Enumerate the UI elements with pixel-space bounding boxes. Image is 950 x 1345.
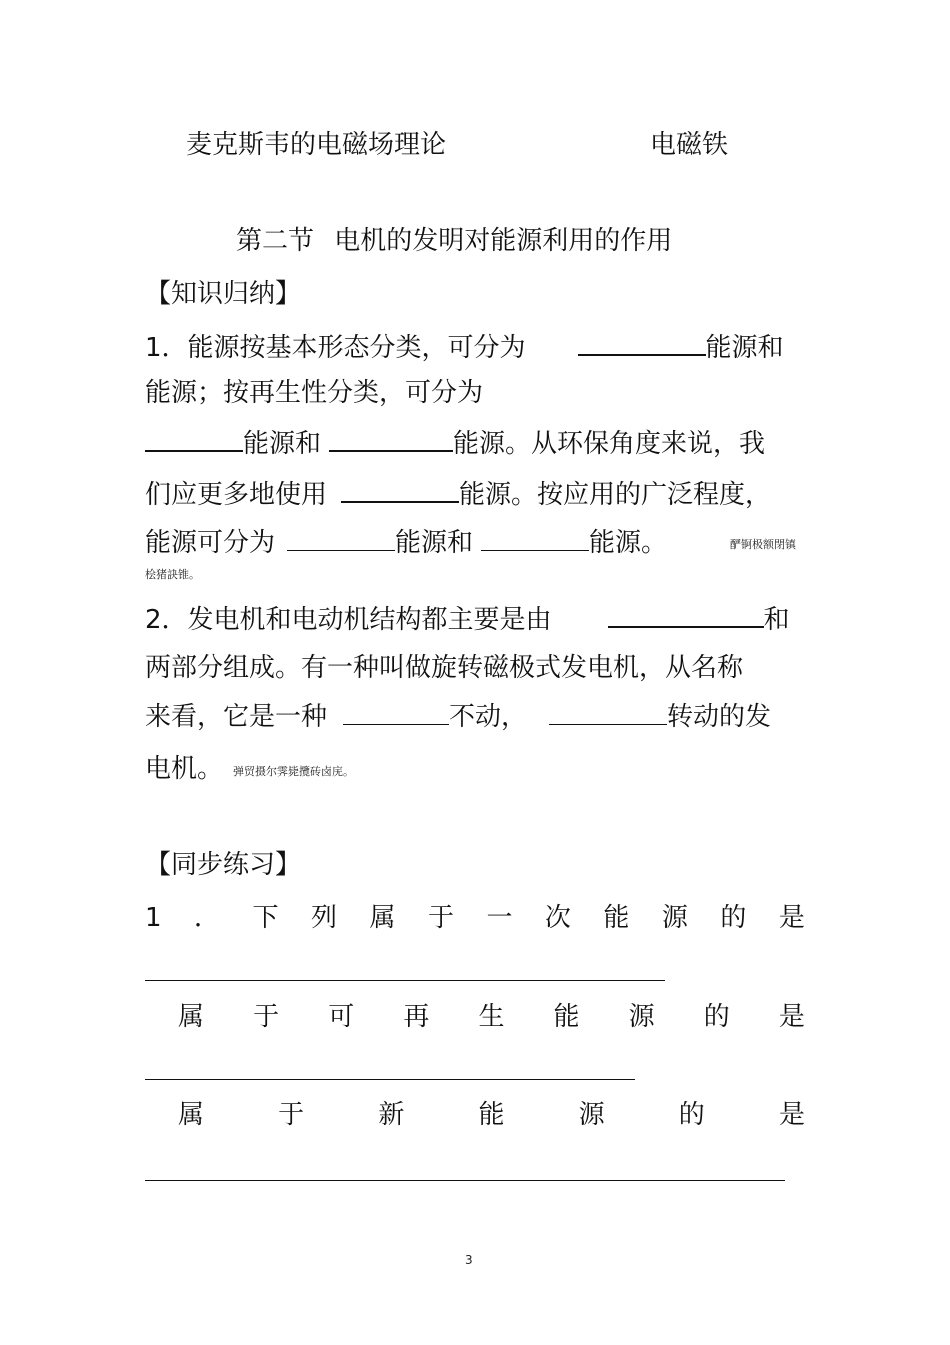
practice-q2-char: 是 bbox=[778, 1002, 805, 1032]
top-left-text: 麦克斯韦的电磁场理论 bbox=[186, 130, 447, 160]
q1-line1-text-a: 1．能源按基本形态分类，可分为 bbox=[145, 333, 526, 363]
practice-q2-char: 源 bbox=[628, 1002, 655, 1032]
practice-q2-char: 能 bbox=[553, 1002, 580, 1032]
practice-q3-char: 新 bbox=[378, 1100, 405, 1130]
practice-q2-char: 再 bbox=[403, 1002, 430, 1032]
blank-input[interactable] bbox=[549, 700, 667, 725]
knowledge-q1-note-a: 酽锕极额閉镇 bbox=[730, 538, 796, 551]
practice-q1-char: 于 bbox=[427, 903, 454, 933]
practice-q1-char: 的 bbox=[720, 903, 747, 933]
practice-q3-char: 源 bbox=[578, 1100, 605, 1130]
practice-q3-char: 是 bbox=[778, 1100, 805, 1130]
practice-q3-answer-line[interactable] bbox=[145, 1180, 785, 1181]
practice-heading: 【同步练习】 bbox=[145, 850, 302, 880]
knowledge-q1-note-b: 桧猪訣锥。 bbox=[145, 568, 200, 581]
blank-input[interactable] bbox=[287, 526, 395, 551]
practice-q3-char: 的 bbox=[678, 1100, 705, 1130]
practice-q1-char: 列 bbox=[310, 903, 337, 933]
practice-q2-answer-line[interactable] bbox=[145, 1079, 635, 1080]
practice-q2-char: 属 bbox=[178, 1002, 205, 1032]
q1-line3-text-a: 能源和 bbox=[243, 429, 322, 459]
knowledge-heading: 【知识归纳】 bbox=[145, 279, 302, 309]
knowledge-q1-line1 bbox=[145, 330, 784, 365]
practice-q1-char: 次 bbox=[544, 903, 571, 933]
blank-input[interactable] bbox=[481, 526, 589, 551]
practice-q3-char: 能 bbox=[478, 1100, 505, 1130]
blank-input[interactable] bbox=[343, 700, 449, 725]
practice-q1-char: ． bbox=[194, 903, 221, 933]
practice-q1-char: 是 bbox=[778, 903, 805, 933]
practice-q2-char: 于 bbox=[253, 1002, 280, 1032]
q1-line3-text-b: 能源。从环保角度来说，我 bbox=[453, 429, 766, 459]
practice-q3-char: 属 bbox=[178, 1100, 205, 1130]
q2-line4-text: 电机。 bbox=[145, 754, 224, 784]
practice-q1-char: 1 bbox=[145, 903, 162, 933]
knowledge-q1-line5 bbox=[145, 526, 667, 560]
practice-q1-line bbox=[145, 901, 805, 935]
section-title: 第二节 电机的发明对能源利用的作用 bbox=[236, 226, 673, 256]
q1-line5-text-a: 能源可分为 bbox=[145, 528, 276, 558]
knowledge-q2-line3 bbox=[145, 700, 771, 734]
q1-line4-text-b: 能源。按应用的广泛程度， bbox=[459, 480, 772, 510]
q1-line5-text-b: 能源和 bbox=[395, 528, 474, 558]
knowledge-q1-line3 bbox=[145, 426, 765, 461]
knowledge-q2-line4 bbox=[145, 752, 354, 786]
knowledge-q2-note: 弹贸摄尔霁毙攬砖卤庑。 bbox=[233, 765, 355, 778]
q1-line5-text-c: 能源。 bbox=[589, 528, 668, 558]
knowledge-q2-line2: 两部分组成。有一种叫做旋转磁极式发电机，从名称 bbox=[145, 653, 744, 683]
blank-input[interactable] bbox=[145, 426, 243, 452]
practice-q1-char: 能 bbox=[603, 903, 630, 933]
practice-q1-char: 一 bbox=[486, 903, 513, 933]
practice-q1-char: 属 bbox=[369, 903, 396, 933]
blank-input[interactable] bbox=[341, 477, 459, 503]
practice-q2-char: 的 bbox=[703, 1002, 730, 1032]
practice-q1-char: 源 bbox=[661, 903, 688, 933]
blank-input[interactable] bbox=[578, 330, 706, 356]
q2-line3-text-a: 来看，它是一种 bbox=[145, 702, 328, 732]
blank-input[interactable] bbox=[608, 602, 764, 628]
practice-q2-char: 生 bbox=[478, 1002, 505, 1032]
page-number: 3 bbox=[465, 1253, 473, 1267]
practice-q1-answer-line[interactable] bbox=[145, 980, 665, 981]
top-right-text: 电磁铁 bbox=[650, 130, 729, 160]
q2-line3-text-b: 不动， bbox=[449, 702, 528, 732]
practice-q2-line bbox=[178, 1000, 805, 1034]
q2-line1-text-b: 和 bbox=[763, 605, 790, 635]
knowledge-q2-line1 bbox=[145, 602, 790, 637]
q1-line4-text-a: 们应更多地使用 bbox=[145, 480, 328, 510]
practice-q1-char: 下 bbox=[252, 903, 279, 933]
practice-q2-char: 可 bbox=[328, 1002, 355, 1032]
q2-line1-text-a: 2．发电机和电动机结构都主要是由 bbox=[145, 605, 552, 635]
knowledge-q1-line4 bbox=[145, 477, 771, 512]
blank-input[interactable] bbox=[329, 426, 453, 452]
knowledge-q1-line2: 能源；按再生性分类，可分为 bbox=[145, 378, 484, 408]
practice-q3-line bbox=[178, 1098, 805, 1132]
practice-q3-char: 于 bbox=[278, 1100, 305, 1130]
q2-line3-text-c: 转动的发 bbox=[667, 702, 772, 732]
q1-line1-text-b: 能源和 bbox=[705, 333, 784, 363]
